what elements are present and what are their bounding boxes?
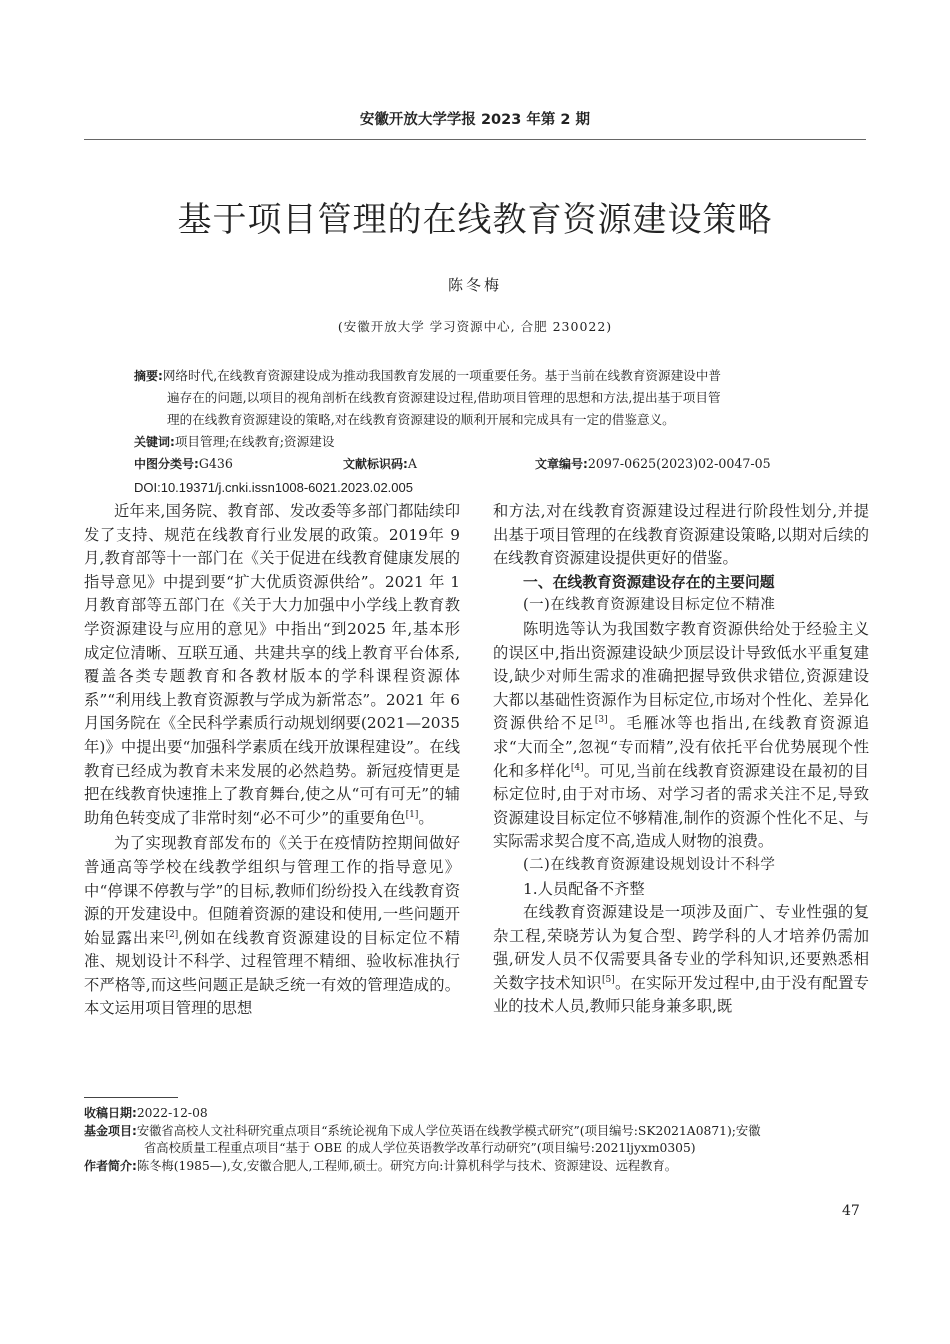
journal-header: 安徽开放大学学报 2023 年第 2 期 bbox=[359, 112, 591, 128]
body-paragraph: 近年来,国务院、教育部、发改委等多部门都陆续印发了支持、规范在线教育行业发展的政策。2019年 9 月,教育部等十一部门在《关于促进在线教育健康发展的指导意见》中提到要“扩大优质资源供给”。2021 年 1 月教育部等五部门在《关于大力加强中小学线上教育教学资源建设与应用的意见》中指出“到2025 年,基本形成定位清晰、互联互通、共建共享的线上教育平台体系,覆盖各类专题教育和各教材版本的学科课程资源体系”“利用线上教育资源教与学成为新常态”。2021 年 6 月国务院在《全民科学素质行动规划纲要(2021—2035 年)》中提出要“加强科学素质在线开放课程建设”。在线教育已经成为教育未来发展的必然趋势。新冠疫情更是把在线教育快速推上了教育舞台,使之从“可有可无”的辅助角色转变成了非常时刻“必不可少”的重要角色[1]。 bbox=[84, 502, 460, 827]
citation-ref: [5] bbox=[601, 974, 615, 985]
author-bio: 作者简介:陈冬梅(1985—),女,安徽合肥人,工程师,硕士。研究方向:计算机科学与技术、资源建设、远程教育。 bbox=[84, 1158, 678, 1173]
subsection-heading: (二)在线教育资源建设规划设计不科学 bbox=[523, 856, 776, 873]
received-date: 收稿日期:2022-12-08 bbox=[84, 1106, 208, 1120]
abstract-line: 遍存在的问题,以项目的视角剖析在线教育资源建设过程,借助项目管理的思想和方法,提出基于项目管 bbox=[167, 390, 721, 405]
classification-row bbox=[134, 453, 824, 475]
sub-subsection-heading: 1.人员配备不齐整 bbox=[523, 879, 645, 898]
body-paragraph: 在线教育资源建设是一项涉及面广、专业性强的复杂工程,荣晓芳认为复合型、跨学科的人才培养仍需加强,研发人员不仅需要具备专业的学科知识,还要熟悉相关数字技术知识[5]。在实际开发过程中,由于没有配置专业的技术人员,教师只能身兼多职,既 bbox=[493, 903, 869, 1016]
author-affiliation: (安徽开放大学 学习资源中心, 合肥 230022) bbox=[337, 319, 613, 334]
abstract-line: 摘要:网络时代,在线教育资源建设成为推动我国教育发展的一项重要任务。基于当前在线教育资源建设中普 bbox=[134, 368, 721, 383]
section-heading: 一、在线教育资源建设存在的主要问题 bbox=[523, 573, 775, 591]
subsection-heading: (一)在线教育资源建设目标定位不精准 bbox=[523, 597, 776, 614]
author-name: 陈冬梅 bbox=[447, 276, 502, 294]
citation-ref: [4] bbox=[570, 762, 584, 773]
funding-info: 基金项目:安徽省高校人文社科研究重点项目“系统论视角下成人学位英语在线教学模式研究”(项目编号:SK2021A0871);安徽 bbox=[84, 1123, 761, 1138]
doc-code-value: A bbox=[407, 456, 417, 471]
abstract-label: 摘要: bbox=[134, 369, 163, 383]
abstract-block bbox=[134, 365, 824, 475]
article-no-value: 2097-0625(2023)02-0047-05 bbox=[587, 456, 771, 471]
body-paragraph: 陈明选等认为我国数字教育资源供给处于经验主义的误区中,指出资源建设缺少顶层设计导致低水平重复建设,缺少对师生需求的准确把握导致供求错位,资源建设大都以基础性资源作为目标定位,市场对个性化、差异化资源供给不足[3]。毛雁冰等也指出,在线教育资源追求“大而全”,忽视“专而精”,没有依托平台优势展现个性化和多样化[4]。可见,当前在线教育资源建设在最初的目标定位时,由于对市场、对学习者的需求关注不足,导致资源建设目标定位不够精准,制作的资源个性化不足、与实际需求契合度不高,造成人财物的浪费。 bbox=[493, 619, 869, 851]
body-paragraph: 为了实现教育部发布的《关于在疫情防控期间做好普通高等学校在线教学组织与管理工作的指导意见》中“停课不停教与学”的目标,教师们纷纷投入在线教育资源的开发建设中。但随着资源的建设和使用,一些问题开始显露出来[2],例如在线教育资源建设的目标定位不精准、规划设计不科学、过程管理不精细、验收标准执行不严格等,而这些问题正是缺乏统一有效的管理造成的。本文运用项目管理的思想 bbox=[84, 834, 460, 1018]
page-number: 47 bbox=[842, 1203, 860, 1219]
keywords-line bbox=[134, 431, 824, 453]
citation-ref: [3] bbox=[594, 715, 608, 726]
footnotes bbox=[84, 1105, 866, 1175]
left-column bbox=[84, 500, 460, 1021]
funding-info-continued: 省高校质量工程重点项目“基于 OBE 的成人学位英语教学改革行动研究”(项目编号:2021ljyxm0305) bbox=[144, 1141, 696, 1155]
body-paragraph: 和方法,对在线教育资源建设过程进行阶段性划分,并提出基于项目管理的在线教育资源建设策略,以期对后续的在线教育资源建设提供更好的借鉴。 bbox=[493, 502, 869, 568]
header-rule bbox=[84, 139, 866, 140]
article-title: 基于项目管理的在线教育资源建设策略 bbox=[177, 200, 773, 240]
citation-ref: [2] bbox=[165, 929, 179, 940]
footnote-rule bbox=[84, 1097, 178, 1098]
doi: DOI:10.19371/j.cnki.issn1008-6021.2023.02.005 bbox=[134, 480, 413, 495]
clc-value: G436 bbox=[198, 456, 233, 471]
keywords-value: 项目管理;在线教育;资源建设 bbox=[174, 434, 335, 449]
article-no-label: 文章编号: bbox=[535, 457, 588, 471]
doc-code-label: 文献标识码: bbox=[343, 457, 408, 471]
abstract-line: 理的在线教育资源建设的策略,对在线教育资源建设的顺利开展和完成具有一定的借鉴意义。 bbox=[167, 412, 675, 427]
clc-label: 中图分类号: bbox=[134, 457, 199, 471]
citation-ref: [1] bbox=[405, 809, 419, 820]
keywords-label: 关键词: bbox=[134, 435, 175, 449]
right-column bbox=[493, 500, 869, 1019]
